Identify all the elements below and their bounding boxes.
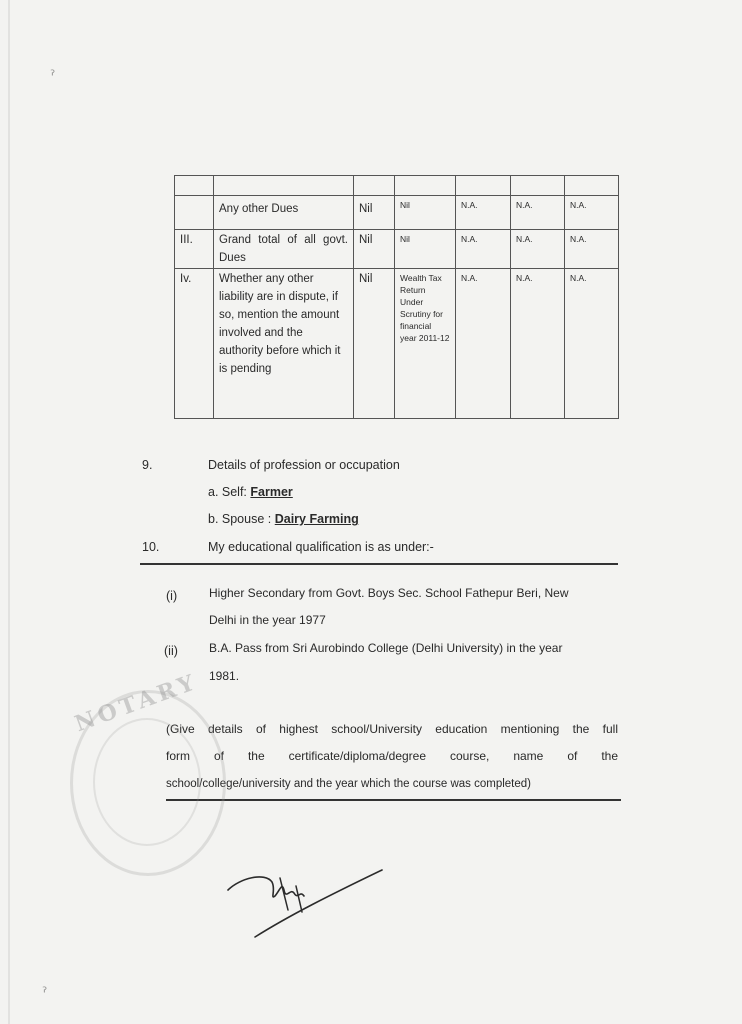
- divider: [140, 563, 618, 565]
- row-number: [175, 196, 214, 230]
- notary-stamp-text: NOTARY: [71, 668, 202, 738]
- table-cell: N.A.: [565, 230, 619, 269]
- table-row: [175, 176, 619, 196]
- section-number: 10.: [142, 540, 160, 554]
- row-number: Iv.: [175, 269, 214, 419]
- note-line: school/college/university and the year which the course was completed): [166, 778, 531, 790]
- self-label: a. Self:: [208, 485, 247, 499]
- table-cell: [565, 176, 619, 196]
- table-cell: Nil: [354, 230, 395, 269]
- self-occupation: [208, 484, 293, 500]
- notary-stamp-ring: [93, 718, 201, 846]
- table-cell: Nil: [395, 196, 456, 230]
- table-cell: [354, 176, 395, 196]
- qualification-line: Delhi in the year 1977: [209, 613, 326, 627]
- table-cell: N.A.: [565, 269, 619, 419]
- qualification-line: Higher Secondary from Govt. Boys Sec. School Fathepur Beri, New: [209, 586, 569, 600]
- item-marker: (ii): [164, 644, 178, 658]
- scan-mark: ˀ: [50, 68, 56, 84]
- table-cell: [456, 176, 511, 196]
- row-label: Whether any other liability are in dispute, if so, mention the amount involved and the authority before which it is pending: [214, 269, 354, 419]
- table-cell: [511, 176, 565, 196]
- table-cell: N.A.: [456, 269, 511, 419]
- table-cell: N.A.: [511, 230, 565, 269]
- table-row: [175, 196, 619, 230]
- table-cell: Wealth Tax Return Under Scrutiny for financial year 2011-12: [395, 269, 456, 419]
- note-line: form of the certificate/diploma/degree course, name of the: [166, 749, 618, 763]
- table-cell: [214, 176, 354, 196]
- spouse-value: Dairy Farming: [274, 512, 359, 526]
- table-row: [175, 269, 619, 419]
- table-cell: N.A.: [456, 196, 511, 230]
- table-row: [175, 230, 619, 269]
- divider: [166, 799, 621, 801]
- row-number: III.: [175, 230, 214, 269]
- item-marker: (i): [166, 589, 178, 603]
- table-cell: [395, 176, 456, 196]
- row-label: Grand total of all govt. Dues: [214, 230, 354, 269]
- table-cell: Nil: [354, 196, 395, 230]
- dues-table: [174, 175, 619, 419]
- table-cell: Nil: [395, 230, 456, 269]
- table-cell: N.A.: [456, 230, 511, 269]
- signature: [220, 860, 390, 945]
- table-cell: Nil: [354, 269, 395, 419]
- table-cell: N.A.: [511, 196, 565, 230]
- row-label: Any other Dues: [214, 196, 354, 230]
- table-cell: N.A.: [565, 196, 619, 230]
- page-edge: [8, 0, 10, 1024]
- table-cell: [175, 176, 214, 196]
- section-heading: Details of profession or occupation: [208, 458, 400, 472]
- note-line: (Give details of highest school/University education mentioning the full: [166, 722, 618, 736]
- self-value: Farmer: [250, 485, 293, 499]
- scan-mark: ˀ: [42, 985, 48, 1001]
- table-cell: N.A.: [511, 269, 565, 419]
- spouse-occupation: [208, 511, 359, 527]
- qualification-line: 1981.: [209, 669, 240, 683]
- section-number: 9.: [142, 458, 153, 472]
- section-heading: My educational qualification is as under:-: [208, 540, 434, 554]
- qualification-line: B.A. Pass from Sri Aurobindo College (Delhi University) in the year: [209, 641, 563, 655]
- spouse-label: b. Spouse :: [208, 512, 272, 526]
